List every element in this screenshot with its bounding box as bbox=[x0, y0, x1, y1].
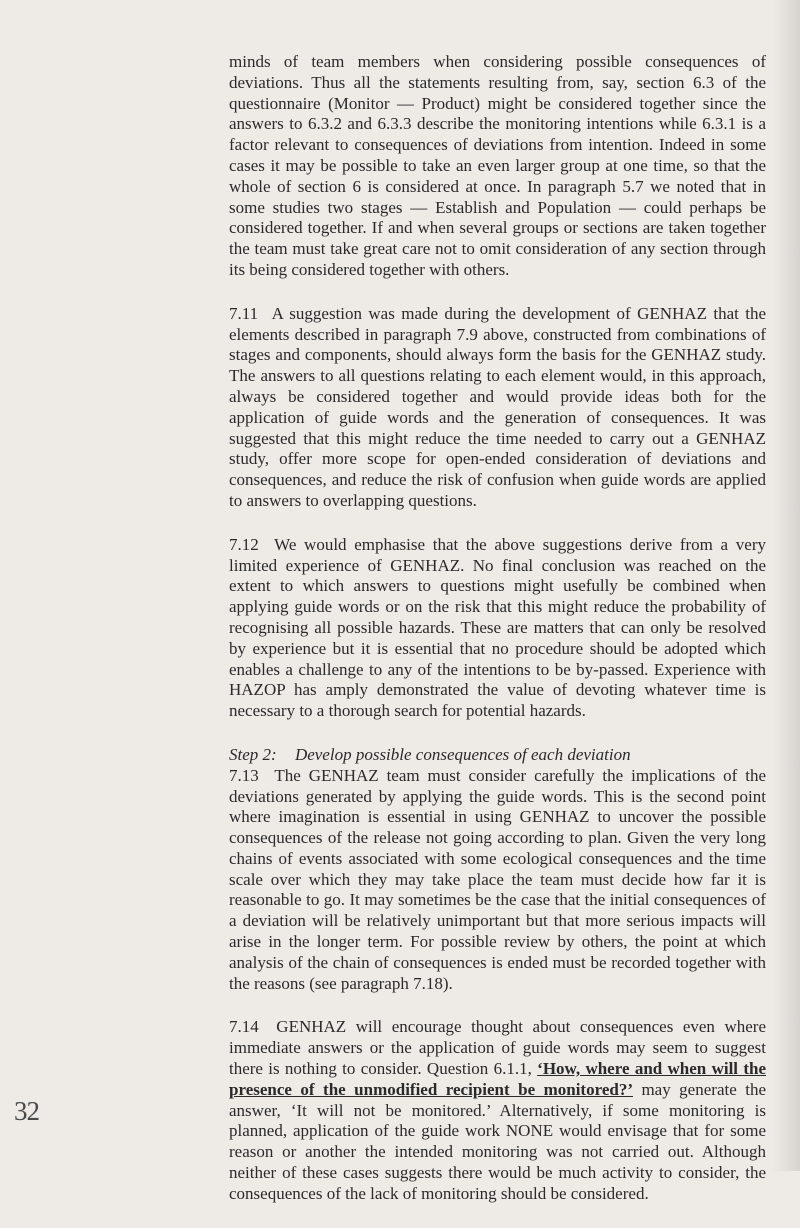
paragraph-7-14 bbox=[229, 1017, 766, 1204]
paragraph-text: The GENHAZ team must consider carefully the implications of the deviations generated by applying the guide words. This is the second point where imagination is essential in using GENHAZ to uncover the possible consequences of the release not going according to plan. Given the very long chains of events associated with some ecological consequences and the time scale over which they may take place the team must decide how far it is reasonable to go. It may sometimes be the case that the initial consequences of a deviation will be relatively unimportant but that more serious impacts will arise in the longer term. For possible review by others, the point at which analysis of the chain of consequences is ended must be recorded together with the reasons (see paragraph 7.18). bbox=[229, 765, 766, 993]
paragraph-continued bbox=[229, 52, 766, 281]
page-body bbox=[229, 52, 766, 1228]
step-2-heading bbox=[229, 745, 766, 766]
paragraph-number: 7.12 bbox=[229, 534, 259, 554]
step-title: Develop possible consequences of each deviation bbox=[294, 744, 631, 764]
paragraph-text: minds of team members when considering possible consequences of deviations. Thus all the statements resulting from, say, section 6.3 of the questionnaire (Monitor — Product) might be considered together since the answers to 6.3.2 and 6.3.3 describe the monitoring intentions while 6.3.1 is a factor relevant to consequences of deviations from intention. Indeed in some cases it may be possible to take an even larger group at one time, so that the whole of section 6 is considered at once. In paragraph 5.7 we noted that in some studies two stages — Establish and Population — could perhaps be considered together. If and when several groups or sections are taken together the team must take great care not to omit consideration of any section through its being considered together with others. bbox=[229, 52, 766, 279]
paragraph-text: We would emphasise that the above suggestions derive from a very limited experience of GENHAZ. No final conclusion was reached on the extent to which answers to questions might usefully be combined when applying guide words or on the risk that this might reduce the probability of recognising all possible hazards. These are matters that can only be resolved by experience but it is essential that no procedure should be adopted which enables a challenge to any of the intentions to be by-passed. Experience with HAZOP has amply demonstrated the value of devoting whatever time is necessary to a thorough search for potential hazards. bbox=[229, 534, 766, 721]
paragraph-number: 7.13 bbox=[229, 765, 259, 785]
paragraph-text-continued: may generate the answer, ‘It will not be monitored.’ Alternatively, if some monitoring is planned, application of the guide work NONE would envisage that for some reason or another the intended monitoring was not carried out. Although neither of these cases suggests there would be much activity to consider, the consequences of the lack of monitoring should be considered. bbox=[229, 1079, 766, 1203]
paragraph-number: 7.14 bbox=[229, 1017, 259, 1037]
paragraph-number: 7.11 bbox=[229, 303, 259, 323]
paragraph-7-11 bbox=[229, 304, 766, 512]
paragraph-text: A suggestion was made during the development of GENHAZ that the elements described in paragraph 7.9 above, constructed from combinations of stages and components, should always form the basis for the GENHAZ study. The answers to all questions relating to each element would, in this approach, always be considered together and would provide ideas both for the application of guide words and the generation of consequences. It was suggested that this might reduce the time needed to carry out a GENHAZ study, offer more scope for open-ended consideration of deviations and consequences, and reduce the risk of confusion when guide words are applied to answers to overlapping questions. bbox=[229, 303, 766, 510]
paragraph-7-13 bbox=[229, 766, 766, 995]
quoted-question: ‘How, where and when will the presence of the unmodified recipient be monitored?’ bbox=[229, 1059, 766, 1099]
step-label: Step 2: bbox=[229, 744, 277, 764]
paragraph-7-12 bbox=[229, 535, 766, 722]
page-edge-shadow bbox=[772, 0, 800, 1171]
page-number: 32 bbox=[14, 1096, 39, 1126]
paragraph-text: GENHAZ will encourage thought about consequences even where immediate answers or the application of guide words may seem to suggest there is nothing to consider. Question 6.1.1, bbox=[229, 1017, 767, 1079]
